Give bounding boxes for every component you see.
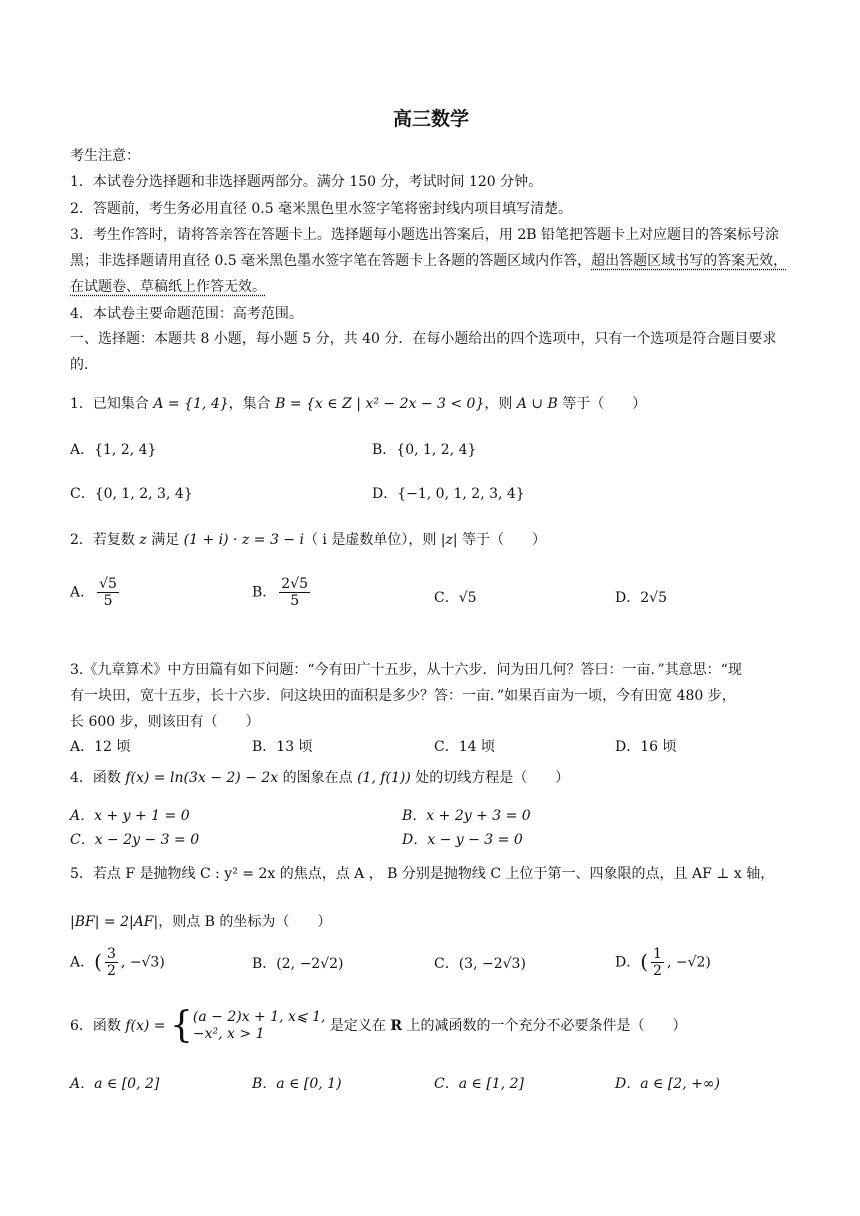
q4-option-d: D．x − y − 3 = 0 [402, 832, 523, 848]
q5-expr: |BF| = 2|AF| [70, 914, 159, 930]
q5-line-2 [70, 912, 792, 932]
q3-line-2: 有一块田，宽十五步，长十六步．问这块田的面积是多少？答：一亩．”如果百亩为一顷，今有田宽 480 步， [70, 688, 736, 704]
q1-text-b: ，集合 [228, 396, 276, 412]
q5-d-open: ( [640, 949, 649, 974]
q5-option-b [252, 954, 344, 974]
q6-case-1: (a − 2)x + 1, x⩽ 1, [192, 1009, 326, 1025]
q4-point: (1, f(1)) [357, 770, 411, 786]
notice-3 [70, 222, 792, 300]
q6-piecewise [170, 1005, 326, 1046]
q3-option-b: B．13 顷 [252, 739, 313, 755]
q2-text-c: （ i 是虚数单位），则 [303, 532, 441, 548]
q3-option-c: C．14 顷 [434, 739, 495, 755]
q1-set-a: A = {1, 4} [153, 396, 229, 412]
q4-option-c: C．x − 2y − 3 = 0 [70, 832, 200, 848]
q6-option-c: C．a ∈ [1, 2] [434, 1076, 524, 1092]
q5-a-den: 2 [106, 963, 116, 979]
notice-1: 1．本试卷分选择题和非选择题两部分。满分 150 分，考试时间 120 分钟。 [70, 174, 543, 190]
q2-a-label: A． [70, 584, 95, 601]
q5-d-rest: , −√2) [666, 954, 711, 971]
q4-text-b: 的图象在点 [278, 770, 358, 786]
q2-a-den: 5 [103, 593, 113, 609]
q2-a-fraction [97, 576, 119, 609]
q4-text-a: 4．函数 [70, 770, 126, 786]
q2-c-value: √5 [458, 590, 477, 606]
question-1-stem [70, 394, 792, 414]
q2-b-fraction [279, 576, 310, 609]
q5-a-rest: , −√3) [120, 954, 165, 971]
q5-b-value: (2, −2√2) [276, 956, 344, 972]
q6-option-b: B．a ∈ [0, 1) [252, 1076, 342, 1092]
q3-option-a: A．12 顷 [70, 739, 131, 755]
q6-text-b: 是定义在 [325, 1018, 391, 1034]
q6-function: f(x) = [125, 1018, 170, 1034]
q2-option-c [434, 588, 477, 608]
q2-b-label: B． [252, 584, 277, 601]
q5-b-label: B． [252, 956, 277, 972]
q6-text-c: 上的减函数的一个充分不必要条件是（ ） [402, 1018, 687, 1034]
q2-text-d: 等于（ ） [457, 532, 547, 548]
q2-option-d [615, 588, 667, 608]
q6-option-d: D．a ∈ [2, +∞) [615, 1076, 720, 1092]
q6-option-a: A．a ∈ [0, 2] [70, 1076, 160, 1092]
q1-text-a: 1．已知集合 [70, 396, 154, 412]
q5-c-label: C． [434, 956, 459, 972]
q5-a-open: ( [94, 949, 102, 974]
q6-text-a: 6．函数 [70, 1018, 126, 1034]
q6-domain: R [390, 1018, 403, 1034]
q5-d-num: 1 [653, 946, 662, 962]
section-heading: 一、选择题：本题共 8 小题，每小题 5 分，共 40 分．在每小题给出的四个选项中，只有一个选项是符合题目要求的． [70, 331, 777, 373]
q1-option-b: B．{0, 1, 2, 4} [372, 442, 477, 458]
q5-c-value: (3, −2√3) [458, 956, 526, 972]
q1-expr: A ∪ B [516, 396, 558, 412]
q1-option-d: D．{−1, 0, 1, 2, 3, 4} [372, 486, 525, 502]
q2-text-a: 2．若复数 [70, 532, 140, 548]
q3-option-d: D．16 顷 [615, 739, 677, 755]
q2-b-den: 5 [290, 593, 300, 609]
q2-abs: |z| [440, 532, 458, 548]
notice-3-text: 3．考生作答时，请将答亲答在答题卡上。选择题每小题选出答案后，用 2B 铅笔把答题卡上对应题目的答案标号涂黑；非选择题请用直径 0.5 毫米黑色墨水签字笔在答题卡上各题的答题区域内作答， [70, 227, 779, 269]
q5-a-fraction [105, 946, 118, 979]
q2-option-b [252, 576, 313, 609]
q4-option-a: A．x + y + 1 = 0 [70, 808, 190, 824]
q5-line-1: 5．若点 F 是抛物线 C : y² = 2x 的焦点，点 A ， B 分别是抛物线 C 上位于第一、四象限的点，且 AF ⊥ x 轴， [70, 866, 775, 882]
q6-brace: { [170, 1005, 193, 1046]
q2-equation: (1 + i) · z = 3 − i [183, 532, 304, 548]
q1-option-c: C．{0, 1, 2, 3, 4} [70, 486, 193, 502]
q5-d-den: 2 [653, 963, 662, 979]
q1-set-b: B = {x ∈ Z | x² − 2x − 3 < 0} [275, 396, 485, 412]
q2-var: z [139, 532, 147, 548]
q5-text: ，则点 B 的坐标为（ ） [158, 914, 332, 930]
q5-a-label: A． [70, 954, 95, 971]
q4-function: f(x) = ln(3x − 2) − 2x [125, 770, 279, 786]
q5-option-c [434, 954, 526, 974]
q2-b-num: 2√5 [281, 576, 309, 592]
question-2-stem [70, 530, 792, 550]
notice-4: 4．本试卷主要命题范围：高考范围。 [70, 306, 303, 322]
q6-cases [193, 1009, 326, 1043]
q1-text-d: 等于（ ） [557, 396, 647, 412]
q2-a-num: √5 [99, 576, 117, 592]
q5-a-num: 3 [106, 946, 116, 962]
q2-d-value: 2√5 [640, 590, 667, 606]
q4-option-b: B．x + 2y + 3 = 0 [402, 808, 531, 824]
q3-line-1: 3.《九章算术》中方田篇有如下问题：“今有田广十五步，从十六步．问为田几何？答曰：一亩．”其意思：“现 [70, 662, 742, 678]
q2-c-label: C． [434, 590, 459, 606]
q1-text-c: ，则 [484, 396, 517, 412]
q5-d-label: D． [615, 954, 641, 971]
q5-option-a [70, 946, 165, 979]
q4-text-c: 处的切线方程是（ ） [410, 770, 570, 786]
q1-option-a: A．{1, 2, 4} [70, 442, 157, 458]
question-4-stem [70, 768, 792, 788]
page-title: 高三数学 [392, 108, 469, 130]
q6-case-2: −x², x > 1 [192, 1026, 265, 1042]
q2-option-a [70, 576, 122, 609]
q2-d-label: D． [615, 590, 641, 606]
q2-text-b: 满足 [146, 532, 184, 548]
notice-heading: 考生注意： [70, 148, 140, 164]
q5-d-fraction [651, 946, 664, 979]
notice-3-emphasis: 超出答题区域书写的答案无效，在试题卷、草稿纸上作答无效。 [70, 253, 788, 295]
q3-line-3: 长 600 步，则该田有（ ） [70, 714, 260, 730]
question-6-stem [70, 1005, 792, 1046]
notice-2: 2．答题前，考生务必用直径 0.5 毫米黑色里水签字笔将密封线内项目填写清楚。 [70, 201, 573, 217]
q5-option-d [615, 946, 711, 979]
